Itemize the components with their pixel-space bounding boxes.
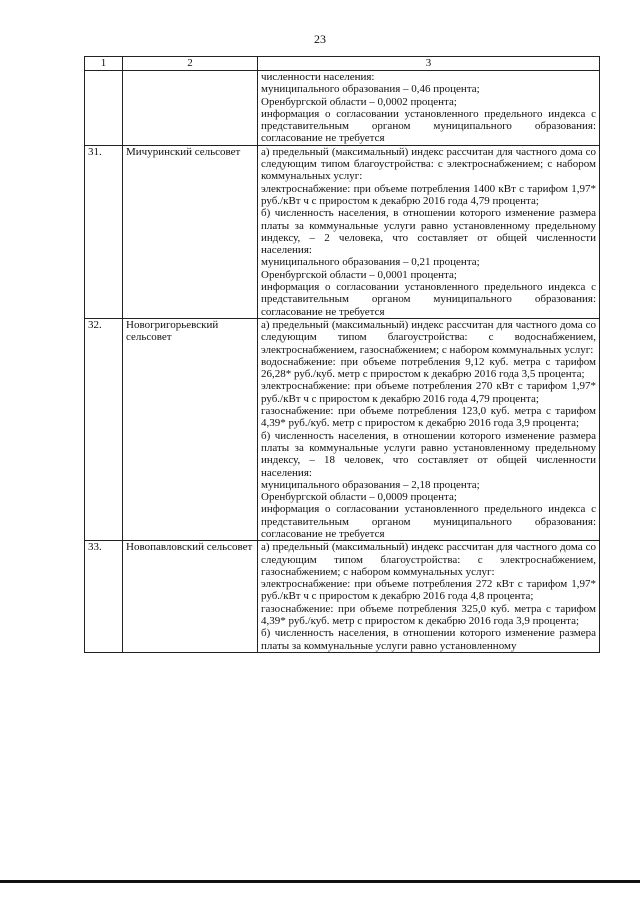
description-paragraph: информация о согласовании установленного предельного индекса с представительным органом муниципального образования: согласование не требуется <box>261 281 596 318</box>
table-row <box>85 318 600 540</box>
description-paragraph: электроснабжение: при объеме потребления 272 кВт с тарифом 1,97* руб./кВт ч с приростом к декабрю 2016 года 4,8 процента; <box>261 578 596 603</box>
table-header-row <box>85 57 600 71</box>
row-number: 32. <box>85 318 123 540</box>
column-header-2: 2 <box>123 57 258 71</box>
description-paragraph: водоснабжение: при объеме потребления 9,12 куб. метра с тарифом 26,28* руб./куб. метр с приростом к декабрю 2016 года 3,5 процента; <box>261 355 596 381</box>
column-header-1: 1 <box>85 57 123 71</box>
index-description <box>258 145 600 318</box>
description-paragraph: б) численность населения, в отношении которого изменение размера платы за коммунальные услуги равно установленному предельному индексу, – 2 человека, что составляет от общей численности населения: <box>261 207 596 257</box>
description-paragraph: б) численность населения, в отношении которого изменение размера платы за коммунальные услуги равно установленному предельному индексу, – 18 человек, что составляет от общей численности населения: <box>261 429 596 479</box>
table-row <box>85 541 600 653</box>
column-header-3: 3 <box>258 57 600 71</box>
description-paragraph: а) предельный (максимальный) индекс рассчитан для частного дома со следующим типом благоустройства: с водоснабжением, электроснабжением, газоснабжением; с набором коммунальных услуг: <box>261 318 596 356</box>
row-number: 31. <box>85 145 123 318</box>
table-row <box>85 71 600 146</box>
description-paragraph: численности населения: <box>261 71 375 83</box>
description-paragraph: Оренбургской области – 0,0001 процента; <box>261 268 457 281</box>
description-paragraph: газоснабжение: при объеме потребления 325,0 куб. метра с тарифом 4,39* руб./куб. метр с приростом к декабрю 2016 года 3,9 процента; <box>261 602 596 628</box>
description-paragraph: муниципального образования – 0,46 процента; <box>261 83 480 96</box>
description-paragraph: муниципального образования – 0,21 процента; <box>261 256 480 269</box>
index-table <box>84 56 600 653</box>
description-paragraph: Оренбургской области – 0,0009 процента; <box>261 491 457 504</box>
row-number: 33. <box>85 541 123 653</box>
index-description <box>258 541 600 653</box>
municipality-name: Новогригорьевский сельсовет <box>123 318 258 540</box>
footer-rule <box>0 880 640 883</box>
description-paragraph: электроснабжение: при объеме потребления 270 кВт с тарифом 1,97* руб./кВт ч с приростом к декабрю 2016 года 4,79 процента; <box>261 380 596 405</box>
municipality-name: Новопавловский сельсовет <box>123 541 258 653</box>
description-paragraph: информация о согласовании установленного предельного индекса с представительным органом муниципального образования: согласование не требуется <box>261 503 596 540</box>
municipality-name: Мичуринский сельсовет <box>123 145 258 318</box>
table-row <box>85 145 600 318</box>
row-number <box>85 71 123 146</box>
table-body <box>85 71 600 653</box>
index-description <box>258 71 600 146</box>
description-paragraph: а) предельный (максимальный) индекс рассчитан для частного дома со следующим типом благоустройства: с электроснабжением; с набором коммунальных услуг: <box>261 145 596 183</box>
municipality-name <box>123 71 258 146</box>
description-paragraph: а) предельный (максимальный) индекс рассчитан для частного дома со следующим типом благоустройства: с электроснабжением, газоснабжением; с набором коммунальных услуг: <box>261 541 596 578</box>
page-number: 23 <box>314 32 326 46</box>
description-paragraph: Оренбургской области – 0,0002 процента; <box>261 95 457 108</box>
description-paragraph: газоснабжение: при объеме потребления 123,0 куб. метра с тарифом 4,39* руб./куб. метр с приростом к декабрю 2016 года 3,9 процента; <box>261 405 596 430</box>
description-paragraph: электроснабжение: при объеме потребления 1400 кВт с тарифом 1,97* руб./кВт ч с приростом к декабрю 2016 года 4,79 процента; <box>261 182 596 207</box>
description-paragraph: б) численность населения, в отношении которого изменение размера платы за коммунальные услуги равно установленному <box>261 627 596 652</box>
description-paragraph: муниципального образования – 2,18 процента; <box>261 478 480 491</box>
description-paragraph: информация о согласовании установленного предельного индекса с представительным органом муниципального образования: согласование не требуется <box>261 107 596 145</box>
index-description <box>258 318 600 540</box>
